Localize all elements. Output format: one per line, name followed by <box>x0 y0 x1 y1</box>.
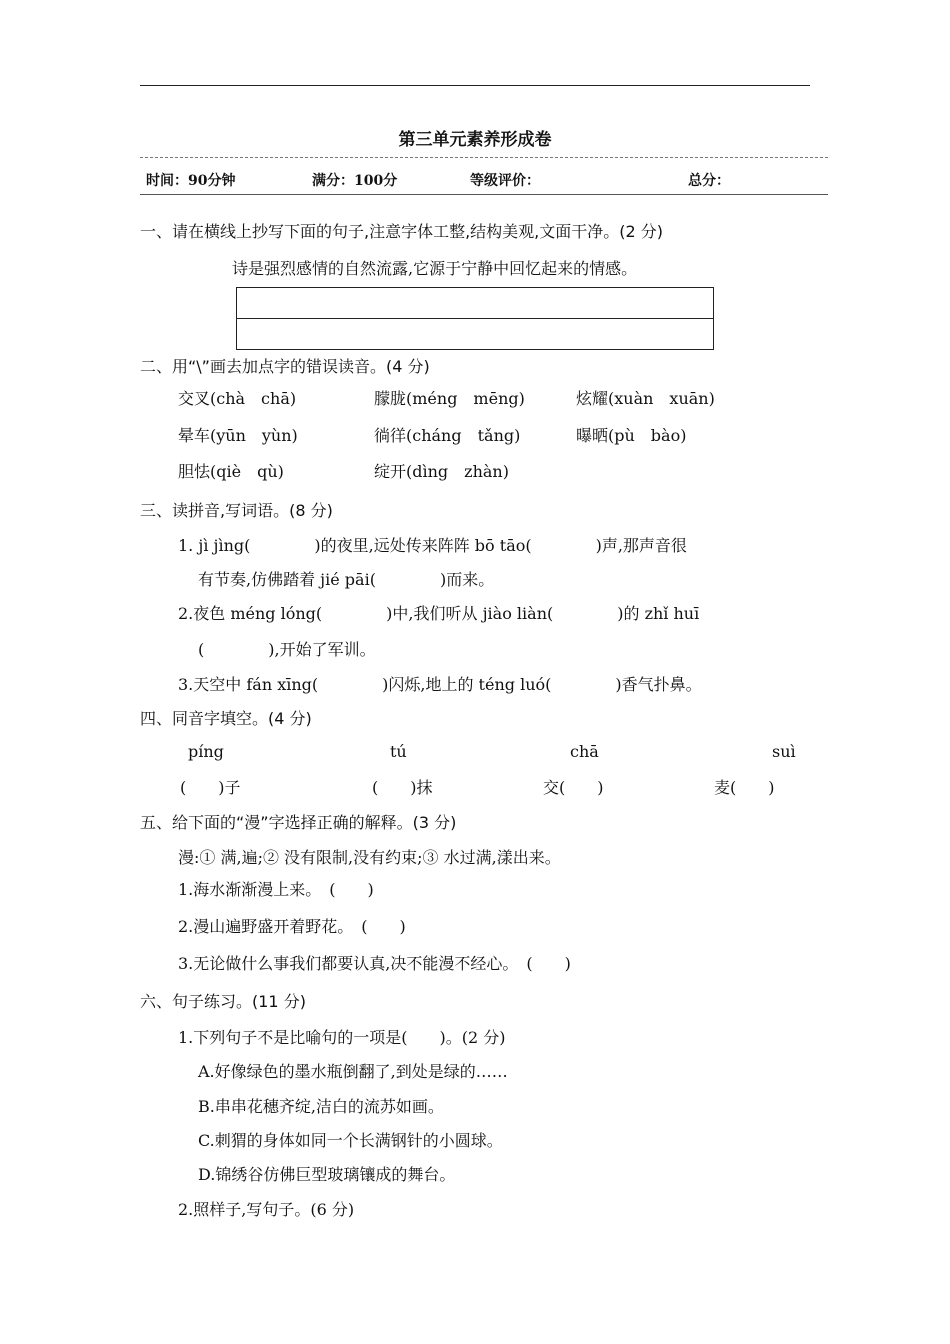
fill-blank: 麦( ) <box>714 778 775 797</box>
section-2-heading: 二、用“\”画去加点字的错误读音。(4 分) <box>140 357 430 376</box>
section-3-heading: 三、读拼音,写词语。(8 分) <box>140 501 333 520</box>
option-d: D.锦绣谷仿佛巨型玻璃镶成的舞台。 <box>198 1165 456 1184</box>
info-time: 时间：90分钟 <box>146 173 236 189</box>
pinyin-label: suì <box>772 742 796 761</box>
option-c: C.刺猬的身体如同一个长满钢针的小圆球。 <box>198 1131 503 1150</box>
fill-blank: 交( ) <box>543 778 604 797</box>
question-line: ( ),开始了军训。 <box>198 640 376 659</box>
info-total: 总分： <box>688 173 730 189</box>
question-line: 1.海水渐渐漫上来。 ( ) <box>178 880 374 899</box>
section-5-heading: 五、给下面的“漫”字选择正确的解释。(3 分) <box>140 813 457 832</box>
pinyin-item: 胆怯(qiè qù) <box>178 462 284 481</box>
section-6-heading: 六、句子练习。(11 分) <box>140 992 306 1011</box>
question-line: 3.天空中 fán xīng( )闪烁,地上的 téng luó( )香气扑鼻。 <box>178 675 702 694</box>
question-line: 1. jì jìng( )的夜里,远处传来阵阵 bō tāo( )声,那声音很 <box>178 536 687 555</box>
question-line: 1.下列句子不是比喻句的一项是( )。(2 分) <box>178 1028 506 1047</box>
top-rule <box>140 85 810 86</box>
writing-line-1[interactable] <box>236 287 714 319</box>
question-line: 2.照样子,写句子。(6 分) <box>178 1200 355 1219</box>
pinyin-item: 晕车(yūn yùn) <box>178 426 298 445</box>
option-a: A.好像绿色的墨水瓶倒翻了,到处是绿的…… <box>198 1062 508 1081</box>
pinyin-label: píng <box>188 742 224 761</box>
info-divider <box>140 194 828 195</box>
pinyin-label: tú <box>390 742 407 761</box>
dashed-divider <box>140 157 828 158</box>
question-line: 有节奏,仿佛踏着 jié pāi( )而来。 <box>198 570 495 589</box>
question-line: 3.无论做什么事我们都要认真,决不能漫不经心。 ( ) <box>178 954 571 973</box>
pinyin-item: 曝晒(pù bào) <box>576 426 687 445</box>
pinyin-item: 交叉(chà chā) <box>178 389 297 408</box>
info-grade: 等级评价： <box>470 173 540 189</box>
section-1-heading: 一、请在横线上抄写下面的句子,注意字体工整,结构美观,文面干净。(2 分) <box>140 222 664 241</box>
fill-blank: ( )抹 <box>372 778 433 797</box>
question-line: 2.漫山遍野盛开着野花。 ( ) <box>178 917 406 936</box>
writing-line-2[interactable] <box>236 318 714 350</box>
definition-line: 漫:① 满,遍;② 没有限制,没有约束;③ 水过满,漾出来。 <box>178 848 561 867</box>
pinyin-item: 绽开(dìng zhàn) <box>374 462 509 481</box>
pinyin-label: chā <box>570 742 599 761</box>
page-title: 第三单元素养形成卷 <box>398 130 552 150</box>
info-full-score: 满分：100分 <box>312 173 398 189</box>
pinyin-item: 朦胧(méng mēng) <box>374 389 525 408</box>
pinyin-item: 徜徉(cháng tǎng) <box>374 426 521 445</box>
fill-blank: ( )子 <box>180 778 241 797</box>
question-line: 2.夜色 méng lóng( )中,我们听从 jiào liàn( )的 zhǐ huī <box>178 604 700 623</box>
section-4-heading: 四、同音字填空。(4 分) <box>140 709 312 728</box>
copy-sentence: 诗是强烈感情的自然流露,它源于宁静中回忆起来的情感。 <box>232 259 638 278</box>
pinyin-item: 炫耀(xuàn xuān) <box>576 389 715 408</box>
option-b: B.串串花穗齐绽,洁白的流苏如画。 <box>198 1097 444 1116</box>
